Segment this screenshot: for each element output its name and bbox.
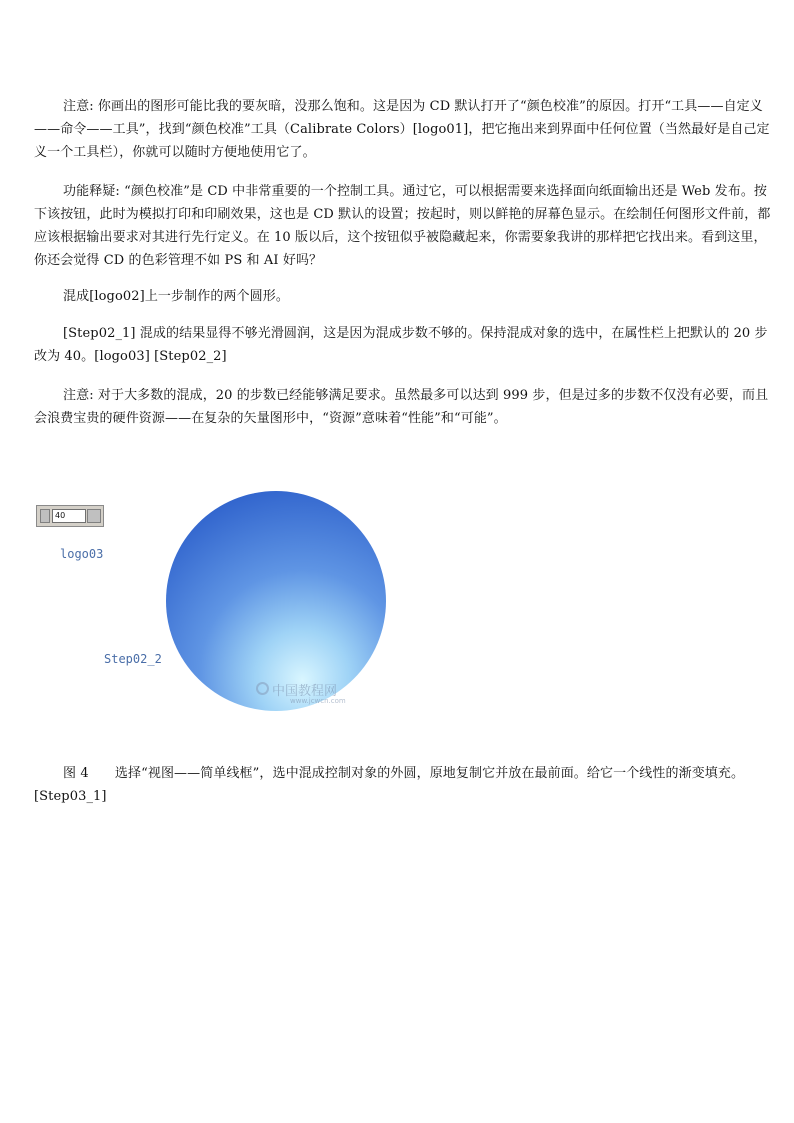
figure-label-logo03: logo03 <box>60 547 104 561</box>
paragraph-function-explanation: 功能释疑: “颜色校准”是 CD 中非常重要的一个控制工具。通过它，可以根据需要来选择面向纸面输出还是 Web 发布。按下该按钮，此时为模拟打印和印刷效果，这也是 CD 默认的设置；按起时，则以鲜艳的屏幕色显示。在绘制任何图形文件前，都应该根据输出要求对其进行先行定义。在 10 版以后，这个按钮似乎被隐藏起来，你需要象我讲的那样把它找出来。看到这里，你还会觉得 CD 的色彩管理不如 PS 和 AI 好吗？ <box>34 184 771 268</box>
spinner-icon <box>87 509 101 523</box>
blend-steps-icon <box>40 509 50 523</box>
paragraph-note-color-calibration: 注意: 你画出的图形可能比我的要灰暗，没那么饱和。这是因为 CD 默认打开了“颜色校准”的原因。打开“工具——自定义——命令——工具”，找到“颜色校准”工具（Calibrate Colors）[logo01]，把它拖出来到界面中任何位置（当然最好是自己定义一个工具栏），你就可以随时方便地使用它了。 <box>34 99 770 160</box>
watermark-icon <box>256 682 269 695</box>
blend-steps-toolbar <box>36 505 104 527</box>
paragraph-note-blend-steps: 注意: 对于大多数的混成，20 的步数已经能够满足要求。虽然最多可以达到 999 步，但是过多的步数不仅没有必要，而且会浪费宝贵的硬件资源——在复杂的矢量图形中，“资源”意味着“性能”和“可能”。 <box>34 388 769 426</box>
watermark-text: 中国教程网 <box>272 684 338 699</box>
paragraph-figure4: 图 4 选择“视图——简单线框”，选中混成控制对象的外圆，原地复制它并放在最前面。给它一个线性的渐变填充。 [Step03_1] <box>34 766 745 804</box>
blend-steps-field: 40 <box>52 509 86 523</box>
sphere-circle <box>166 491 386 711</box>
figure-label-step02-2: Step02_2 <box>104 652 162 666</box>
paragraph-blend-step: 混成[logo02]上一步制作的两个圆形。 <box>63 289 289 304</box>
watermark-url: www.jcwcn.com <box>290 697 346 705</box>
paragraph-step02-1: [Step02_1] 混成的结果显得不够光滑圆润，这是因为混成步数不够的。保持混成对象的选中，在属性栏上把默认的 20 步改为 40。[logo03] [Step02_2] <box>34 326 768 364</box>
watermark-logo <box>272 680 346 705</box>
